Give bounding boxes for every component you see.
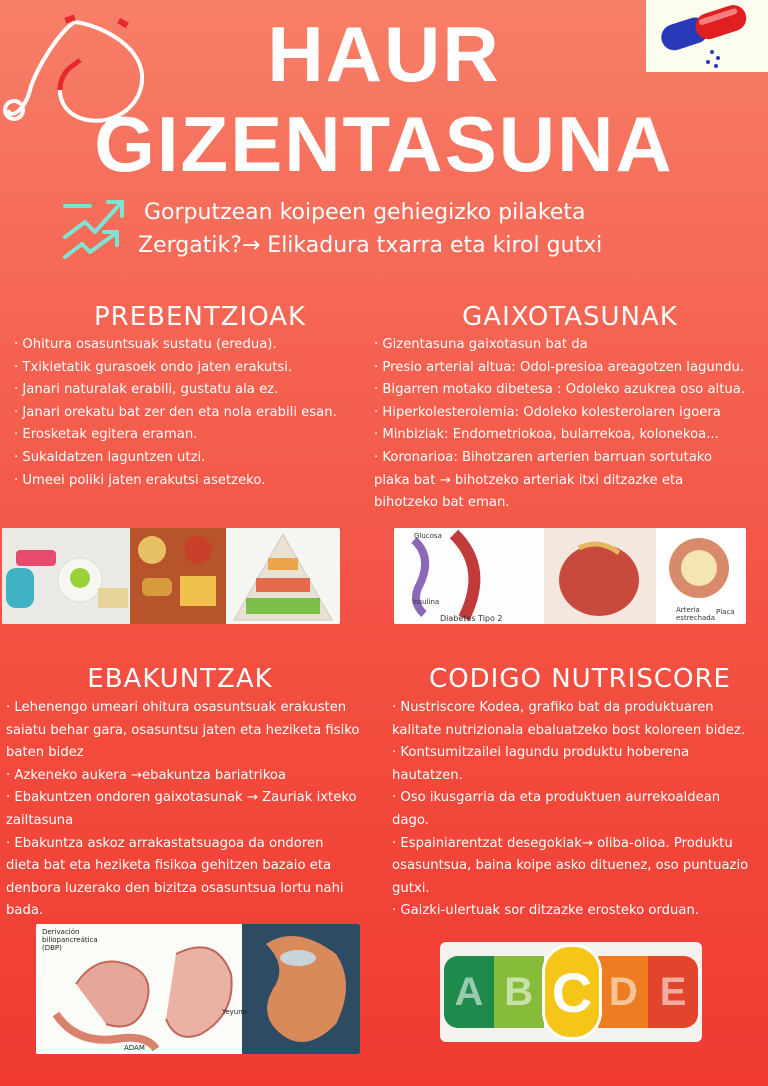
list-item: zailtasuna bbox=[6, 812, 74, 828]
list-item: dieta bat eta heziketa fisikoa gehitzen bazaio eta bbox=[6, 858, 332, 874]
list-item: baten bidez bbox=[6, 745, 84, 761]
label-placa: Placa bbox=[716, 608, 735, 616]
label-yeyuno: Yeyuno bbox=[222, 1008, 247, 1016]
list-item: · Presio arterial altua: Odol-presioa areagotzen lagundu. bbox=[374, 359, 745, 375]
diseases-image bbox=[394, 528, 746, 624]
list-item: · Janari orekatu bat zer den eta nola erabili esan. bbox=[14, 404, 337, 420]
list-item: denbora luzerako den bizitza osasuntsua lortu nahi bbox=[6, 880, 344, 896]
label-arteria: Arteria estrechada bbox=[676, 606, 716, 622]
list-item: dago. bbox=[392, 812, 429, 828]
label-insulina: Insulina bbox=[412, 598, 440, 606]
list-item: osasuntsua, baina koipe asko dituenez, oso puntuazio bbox=[392, 858, 749, 874]
list-item: · Oso ikusgarria da eta produktuen aurrekoaldean bbox=[392, 790, 721, 806]
list-item: · Azkeneko aukera →ebakuntza bariatrikoa bbox=[6, 767, 287, 783]
trend-up-icon bbox=[60, 192, 135, 262]
label-adam: ADAM bbox=[124, 1044, 145, 1052]
diseases-title: GAIXOTASUNAK bbox=[462, 302, 678, 332]
list-item: · Koronarioa: Bihotzaren arterien barruan sortutako bbox=[374, 449, 713, 465]
list-item: saiatu behar gara, osasuntsu jaten eta heziketa fisiko bbox=[6, 722, 360, 738]
list-item: · Sukaldatzen laguntzen utzi. bbox=[14, 449, 206, 465]
prevention-list bbox=[14, 334, 374, 492]
diseases-list bbox=[374, 334, 766, 515]
nutriscore-grade-d: D bbox=[598, 956, 648, 1028]
list-item: · Umeei poliki jaten erakutsi asetzeko. bbox=[14, 472, 266, 488]
list-item: · Hiperkolesterolemia: Odoleko kolesterolaren igoera bbox=[374, 404, 721, 420]
list-item: plaka bat → bihotzeko arteriak itxi ditzazke eta bbox=[374, 472, 684, 488]
list-item: · Ebakuntza askoz arrakastatsuagoa da ondoren bbox=[6, 835, 324, 851]
list-item: · Txikietatik gurasoek ondo jaten erakutsi. bbox=[14, 359, 293, 375]
definition-text: Gorputzean koipeen gehiegizko pilaketa bbox=[144, 200, 586, 225]
page-title-line2: GIZENTASUNA bbox=[94, 100, 674, 188]
nutriscore-grade-c-selected: C bbox=[542, 944, 602, 1040]
nutriscore-grade-e: E bbox=[648, 956, 698, 1028]
healthy-food-image bbox=[2, 528, 340, 624]
list-item: bihotzeko bat eman. bbox=[374, 495, 510, 511]
surgery-title: EBAKUNTZAK bbox=[87, 664, 273, 694]
list-item: hautatzen. bbox=[392, 767, 463, 783]
list-item: · Gaizki-ulertuak sor ditzazke erosteko orduan. bbox=[392, 903, 699, 919]
nutriscore-grade-b: B bbox=[494, 956, 544, 1028]
list-item: · Gizentasuna gaixotasun bat da bbox=[374, 337, 588, 352]
list-item: kalitate nutrizionala ebaluatzeko bost koloreen bidez. bbox=[392, 722, 746, 738]
page-title-line1: HAUR bbox=[267, 10, 501, 98]
label-glucosa: Glucosa bbox=[414, 532, 442, 540]
list-item: · Ohitura osasuntsuak sustatu (eredua). bbox=[14, 337, 277, 352]
cause-text: Zergatik?→ Elikadura txarra eta kirol gutxi bbox=[138, 233, 603, 258]
prevention-title: PREBENTZIOAK bbox=[93, 302, 307, 332]
label-derivacion: Derivación biliopancreática (DBP) bbox=[42, 928, 98, 952]
list-item: · Nustriscore Kodea, grafiko bat da produktuaren bbox=[392, 700, 714, 715]
nutriscore-grade-a: A bbox=[444, 956, 494, 1028]
nutriscore-title: CODIGO NUTRISCORE bbox=[429, 664, 731, 694]
list-item: · Espainiarentzat desegokiak→ oliba-olioa. Produktu bbox=[392, 835, 733, 851]
list-item: · Kontsumitzailei lagundu produktu hoberena bbox=[392, 745, 690, 761]
list-item: · Ebakuntzen ondoren gaixotasunak → Zauriak ixteko bbox=[6, 790, 357, 806]
list-item: · Janari naturalak erabili, gustatu ala ez. bbox=[14, 382, 279, 398]
list-item: · Bigarren motako dibetesa : Odoleko azukrea oso altua. bbox=[374, 382, 745, 398]
surgery-list bbox=[6, 697, 384, 923]
surgery-image bbox=[36, 924, 360, 1054]
label-diabetes: Diabetes Tipo 2 bbox=[440, 614, 503, 623]
nutriscore-badge bbox=[440, 942, 702, 1042]
list-item: bada. bbox=[6, 903, 44, 919]
list-item: gutxi. bbox=[392, 880, 430, 896]
list-item: · Lehenengo umeari ohitura osasuntsuak erakusten bbox=[6, 700, 347, 715]
list-item: · Erosketak egitera eraman. bbox=[14, 427, 198, 443]
nutriscore-list bbox=[392, 697, 768, 923]
list-item: · Minbiziak: Endometriokoa, bularrekoa, kolonekoa... bbox=[374, 427, 719, 443]
